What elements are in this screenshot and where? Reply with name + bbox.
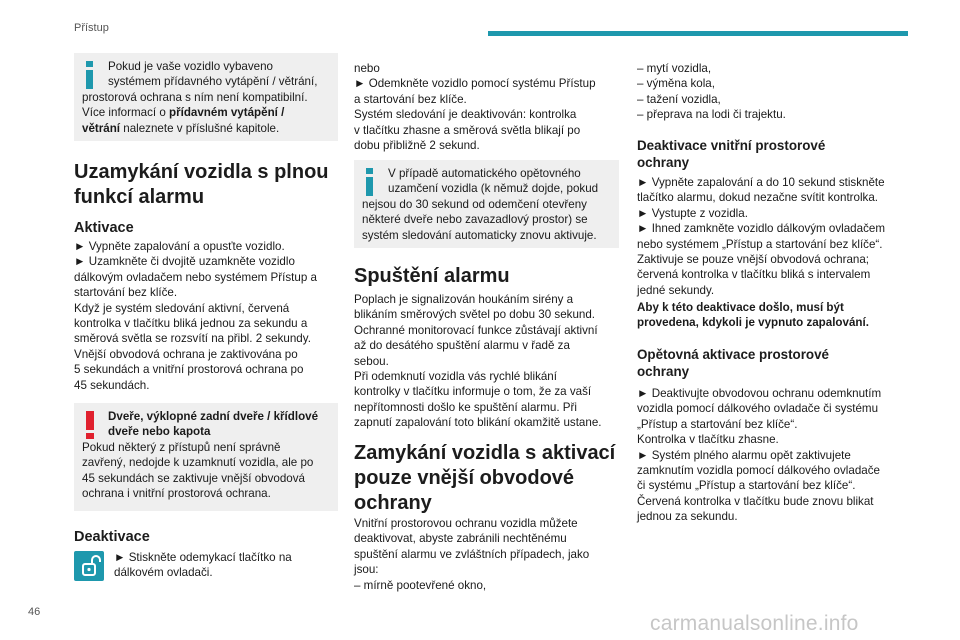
- deactivation-text: ► Stiskněte odemykací tlačítko na dálkovém ovladači.: [114, 551, 292, 580]
- warning-icon: [86, 411, 94, 439]
- info-icon: [83, 61, 96, 89]
- situations-list: – mytí vozidla, – výměna kola, – tažení vozidla, – přeprava na lodi či trajektu.: [637, 62, 786, 122]
- auto-relock-text-rest: nejsou do 30 sekund od odemčení otevřeny některé dveře nebo zavazadlový prostor) se systém sledování automaticky znovu aktivuje.: [362, 197, 597, 242]
- warning-text: Pokud některý z přístupů není správně zavřený, nedojde k uzamknutí vozidla, ale po 45 sekundách se zaktivuje vnější obvodová ochrana i vnitřní prostorová ochrana.: [82, 440, 314, 501]
- watermark: carmanualsonline.info: [650, 612, 859, 635]
- info-icon: [363, 168, 376, 196]
- perimeter-only-text: Vnitřní prostorovou ochranu vozidla můžete deaktivovat, abyste zabránili nechtěnému spuštění alarmu ve zvláštních případech, jako jsou: – mírně pootevřené okno,: [354, 517, 590, 592]
- alarm-trigger-text: Poplach je signalizován houkáním sirény a blikáním směrových světel po dobu 30 sekund. Ochranné monitorovací funkce zůstávají aktivní až do desátého spuštění alarmu v řadě za sebou. Při odemknutí vozidla vás rychlé blikání kontrolky v tlačítku informuje o tom, že za vaší nepřítomnosti došlo ke spuštění alarmu. Při zapnutí zapalování toto blikání okamžitě ustane.: [354, 293, 602, 430]
- activation-text: ► Vypněte zapalování a opusťte vozidlo. ► Uzamkněte či dvojitě uzamkněte vozidlo dálkovým ovladačem nebo systémem Přístup a startování bez klíče. Když je systém sledování aktivní, červená kontrolka v tlačítku bliká jednou za sekundu a směrová světla se rozsvítí na přibl. 2 sekundy. Vnější obvodová ochrana je zaktivována po 5 sekundách a vnitřní prostorová ochrana po 45 sekundách.: [74, 240, 317, 392]
- auto-relock-note: [354, 160, 619, 248]
- deactivation-interior-text: ► Vypněte zapalování a do 10 sekund stiskněte tlačítko alarmu, dokud nezačne svítit kontrolka. ► Vystupte z vozidla. ► Ihned zamkněte vozidlo dálkovým ovladačem nebo systémem „Přístup a startování bez klíče“. Zaktivuje se pouze vnější obvodová ochrana; červená kontrolka v tlačítku bliká s intervalem jedné sekundy.: [637, 176, 885, 297]
- perimeter-only-title: Zamykání vozidla s aktivací pouze vnější obvodové ochrany: [354, 442, 616, 514]
- info-note-text-first: Pokud je vaše vozidlo vybaveno systémem přídavného vytápění / větrání,: [108, 60, 318, 89]
- warning-title: Dveře, výklopné zadní dveře / křídlové dveře nebo kapota: [108, 410, 319, 439]
- unlock-icon: [74, 551, 104, 581]
- warning-note: [74, 403, 338, 511]
- section-label: Přístup: [74, 22, 109, 34]
- info-note-text-rest: prostorová ochrana s ním není kompatibilní. Více informací o přídavném vytápění / větrání naleznete v příslušné kapitole.: [82, 90, 308, 135]
- deactivation-interior-bold: Aby k této deaktivace došlo, musí být provedena, kdykoli je vypnuto zapalování.: [637, 301, 869, 330]
- reactivation-text: ► Deaktivujte obvodovou ochranu odemknutím vozidla pomocí dálkového ovladače či systému „Přístup a startování bez klíče“. Kontrolka v tlačítku zhasne. ► Systém plného alarmu opět zaktivujete zamknutím vozidla pomocí dálkového ovladače či systému „Přístup a startování bez klíče“. Červená kontrolka v tlačítku bude znovu blikat jednou za sekundu.: [637, 387, 882, 524]
- section-title-full-alarm: Uzamykání vozidla s plnou funkcí alarmu: [74, 161, 329, 208]
- unlock-text: nebo ► Odemkněte vozidlo pomocí systému Přístup a startování bez klíče. Systém sledování je deaktivován: kontrolka v tlačítku zhasne a směrová světla blikají po dobu přibližně 2 sekund.: [354, 62, 596, 153]
- header-accent-bar: [488, 31, 908, 36]
- activation-heading: Aktivace: [74, 220, 134, 236]
- page-number: 46: [28, 606, 41, 618]
- deactivation-interior-heading: Deaktivace vnitřní prostorové ochrany: [637, 138, 826, 170]
- reactivation-heading: Opětovná aktivace prostorové ochrany: [637, 347, 830, 379]
- deactivation-heading: Deaktivace: [74, 529, 150, 545]
- auto-relock-text-first: V případě automatického opětovného uzamčení vozidla (k němuž dojde, pokud: [388, 167, 599, 196]
- alarm-trigger-title: Spuštění alarmu: [354, 265, 510, 287]
- info-note: [74, 53, 338, 141]
